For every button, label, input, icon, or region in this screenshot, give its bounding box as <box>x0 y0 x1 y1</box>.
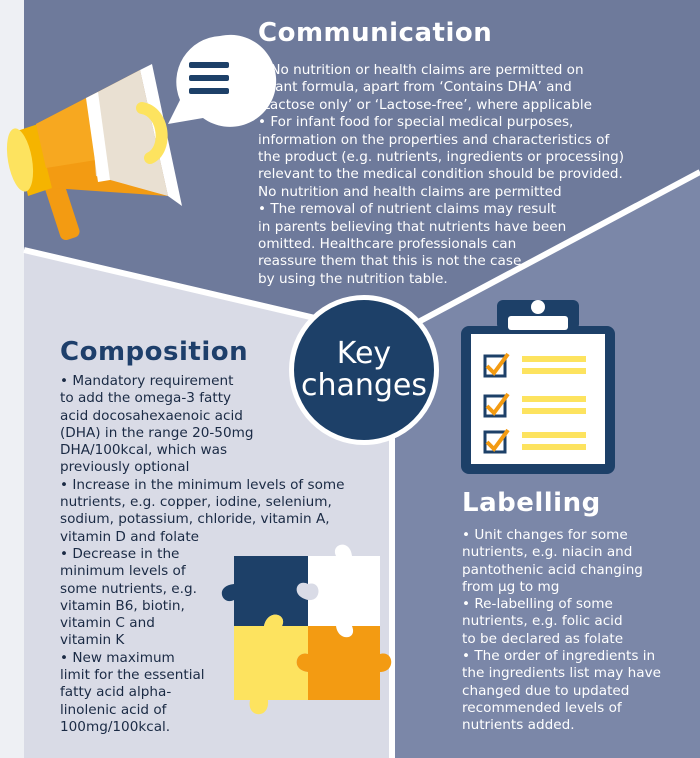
labelling-line: to be declared as folate <box>462 630 624 647</box>
labelling-line: • Unit changes for some <box>462 527 628 543</box>
communication-body <box>258 62 690 288</box>
composition-line: limit for the essential <box>60 667 205 684</box>
composition-line: 100mg/100kcal. <box>60 718 171 735</box>
labelling-line: nutrients, e.g. niacin and <box>462 544 633 561</box>
composition-line: • Mandatory requirement <box>60 373 234 389</box>
composition-line: fatty acid alpha- <box>60 684 172 701</box>
composition-line: vitamin K <box>60 632 125 649</box>
composition-line: DHA/100kcal, which was <box>60 442 228 459</box>
key-changes-line-2: changes <box>300 368 428 403</box>
communication-line: • No nutrition or health claims are permitted on <box>258 62 584 78</box>
communication-line: infant formula, apart from ‘Contains DHA’ and <box>258 79 572 96</box>
labelling-title: Labelling <box>462 488 601 518</box>
composition-body <box>60 373 360 736</box>
composition-line: previously optional <box>60 459 190 476</box>
composition-line: acid docosahexaenoic acid <box>60 407 243 424</box>
composition-line: some nutrients, e.g. <box>60 580 197 597</box>
labelling-line: pantothenic acid changing <box>462 561 643 578</box>
communication-line: ‘Lactose only’ or ‘Lactose-free’, where applicable <box>258 96 592 113</box>
composition-line: vitamin B6, biotin, <box>60 597 185 614</box>
communication-line: omitted. Healthcare professionals can <box>258 236 517 253</box>
composition-line: sodium, potassium, chloride, vitamin A, <box>60 511 330 528</box>
communication-line: No nutrition and health claims are permitted <box>258 183 562 200</box>
composition-line: nutrients, e.g. copper, iodine, selenium, <box>60 494 332 511</box>
composition-line: (DHA) in the range 20-50mg <box>60 424 254 441</box>
communication-line: by using the nutrition table. <box>258 270 448 287</box>
key-changes-line-1: Key <box>336 336 392 371</box>
communication-line: information on the properties and characteristics of <box>258 131 610 148</box>
composition-line: • Increase in the minimum levels of some <box>60 476 345 493</box>
composition-line: • Decrease in the <box>60 545 180 562</box>
labelling-line: the ingredients list may have <box>462 665 662 682</box>
labelling-line: • Re-labelling of some <box>462 596 613 613</box>
communication-line: in parents believing that nutrients have been <box>258 218 567 235</box>
communication-line: relevant to the medical condition should be provided. <box>258 166 623 183</box>
communication-line: • The removal of nutrient claims may result <box>258 201 557 218</box>
composition-line: vitamin D and folate <box>60 528 200 545</box>
composition-line: minimum levels of <box>60 563 186 580</box>
communication-title: Communication <box>258 18 493 48</box>
labelling-line: recommended levels of <box>462 699 622 716</box>
composition-line: • New maximum <box>60 649 175 666</box>
communication-line: • For infant food for special medical purposes, <box>258 114 574 131</box>
communication-line: reassure them that this is not the case <box>258 253 522 270</box>
labelling-line: nutrients added. <box>462 717 575 734</box>
labelling-line: nutrients, e.g. folic acid <box>462 613 623 630</box>
labelling-line: • The order of ingredients in <box>462 648 656 665</box>
labelling-body <box>462 527 694 735</box>
composition-line: linolenic acid of <box>60 701 167 718</box>
labelling-line: changed due to updated <box>462 682 630 699</box>
labelling-line: from µg to mg <box>462 578 560 595</box>
composition-title: Composition <box>60 337 249 367</box>
composition-line: vitamin C and <box>60 615 155 632</box>
communication-line: the product (e.g. nutrients, ingredients or processing) <box>258 149 625 166</box>
composition-line: to add the omega-3 fatty <box>60 390 232 407</box>
